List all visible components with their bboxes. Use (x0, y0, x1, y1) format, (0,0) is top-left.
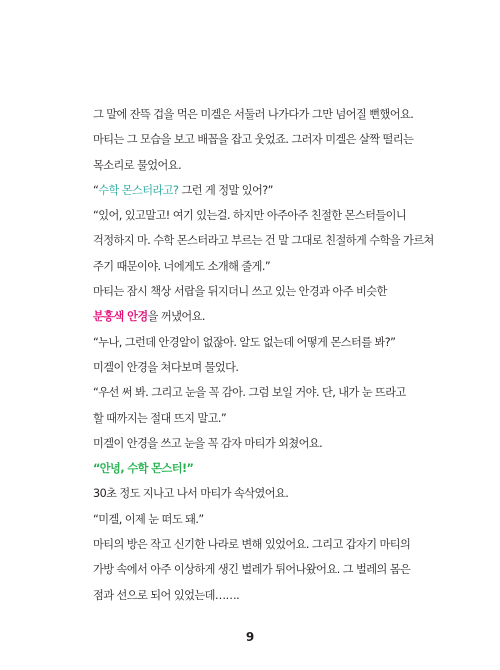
text-line: “미겔, 이제 눈 떠도 돼.” (93, 512, 204, 526)
highlight-hello-monster: “안녕, 수학 몬스터!” (93, 462, 194, 476)
text-line: “우선 써 봐. 그리고 눈을 꼭 감아. 그럼 보일 거야. 단, 내가 눈 뜨라고 (93, 386, 406, 400)
text-line: 30초 정도 지나고 나서 마티가 속삭였어요. (93, 487, 289, 501)
quote-open: “ (93, 183, 99, 197)
text-line: “있어, 있고말고! 여기 있는걸. 하지만 아주아주 친절한 몬스터들이니 (93, 209, 407, 223)
highlight-pink-glasses: 분홍색 안경 (93, 310, 148, 324)
story-text-block (93, 102, 463, 608)
text-line: 점과 선으로 되어 있었는데……. (93, 588, 240, 602)
text-segment: 을 꺼냈어요. (147, 310, 205, 324)
page-number: 9 (245, 630, 255, 644)
text-line: 그 말에 잔뜩 겁을 먹은 미겔은 서둘러 나가다가 그만 넘어질 뻔했어요. (93, 108, 414, 121)
text-line: 가방 속에서 아주 이상하게 생긴 벌레가 튀어나왔어요. 그 벌레의 몸은 (93, 563, 411, 577)
text-line: 마티는 잠시 책상 서랍을 뒤지더니 쓰고 있는 안경과 아주 비슷한 (93, 285, 387, 299)
text-line-dialogue-math-monster (93, 178, 463, 203)
text-line: 미겔이 안경을 쳐다보며 물었다. (93, 360, 239, 374)
text-line: 미겔이 안경을 쓰고 눈을 꼭 감자 마티가 외쳤어요. (93, 436, 323, 450)
text-line: 걱정하지 마. 수학 몬스터라고 부르는 건 말 그대로 친절하게 수학을 가르쳐 (93, 234, 434, 248)
text-line: 마티의 방은 작고 신기한 나라로 변해 있었어요. 그리고 갑자기 마티의 (93, 538, 411, 552)
text-segment: 그런 게 정말 있어?” (178, 183, 273, 197)
text-line-pink-glasses (93, 304, 463, 329)
text-line: “누나, 그런데 안경알이 없잖아. 알도 없는데 어떻게 몬스터를 봐?” (93, 335, 396, 349)
text-line-hello-monster (93, 456, 463, 481)
highlight-math-monster: 수학 몬스터라고? (98, 183, 179, 197)
text-line: 주기 때문이야. 너에게도 소개해 줄게.” (93, 259, 271, 273)
text-line: 할 때까지는 절대 뜨지 말고.” (93, 411, 227, 425)
text-line: 마티는 그 모습을 보고 배꼽을 잡고 웃었죠. 그러자 미겔은 살짝 떨리는 (93, 133, 414, 147)
text-line: 목소리로 물었어요. (93, 158, 182, 172)
